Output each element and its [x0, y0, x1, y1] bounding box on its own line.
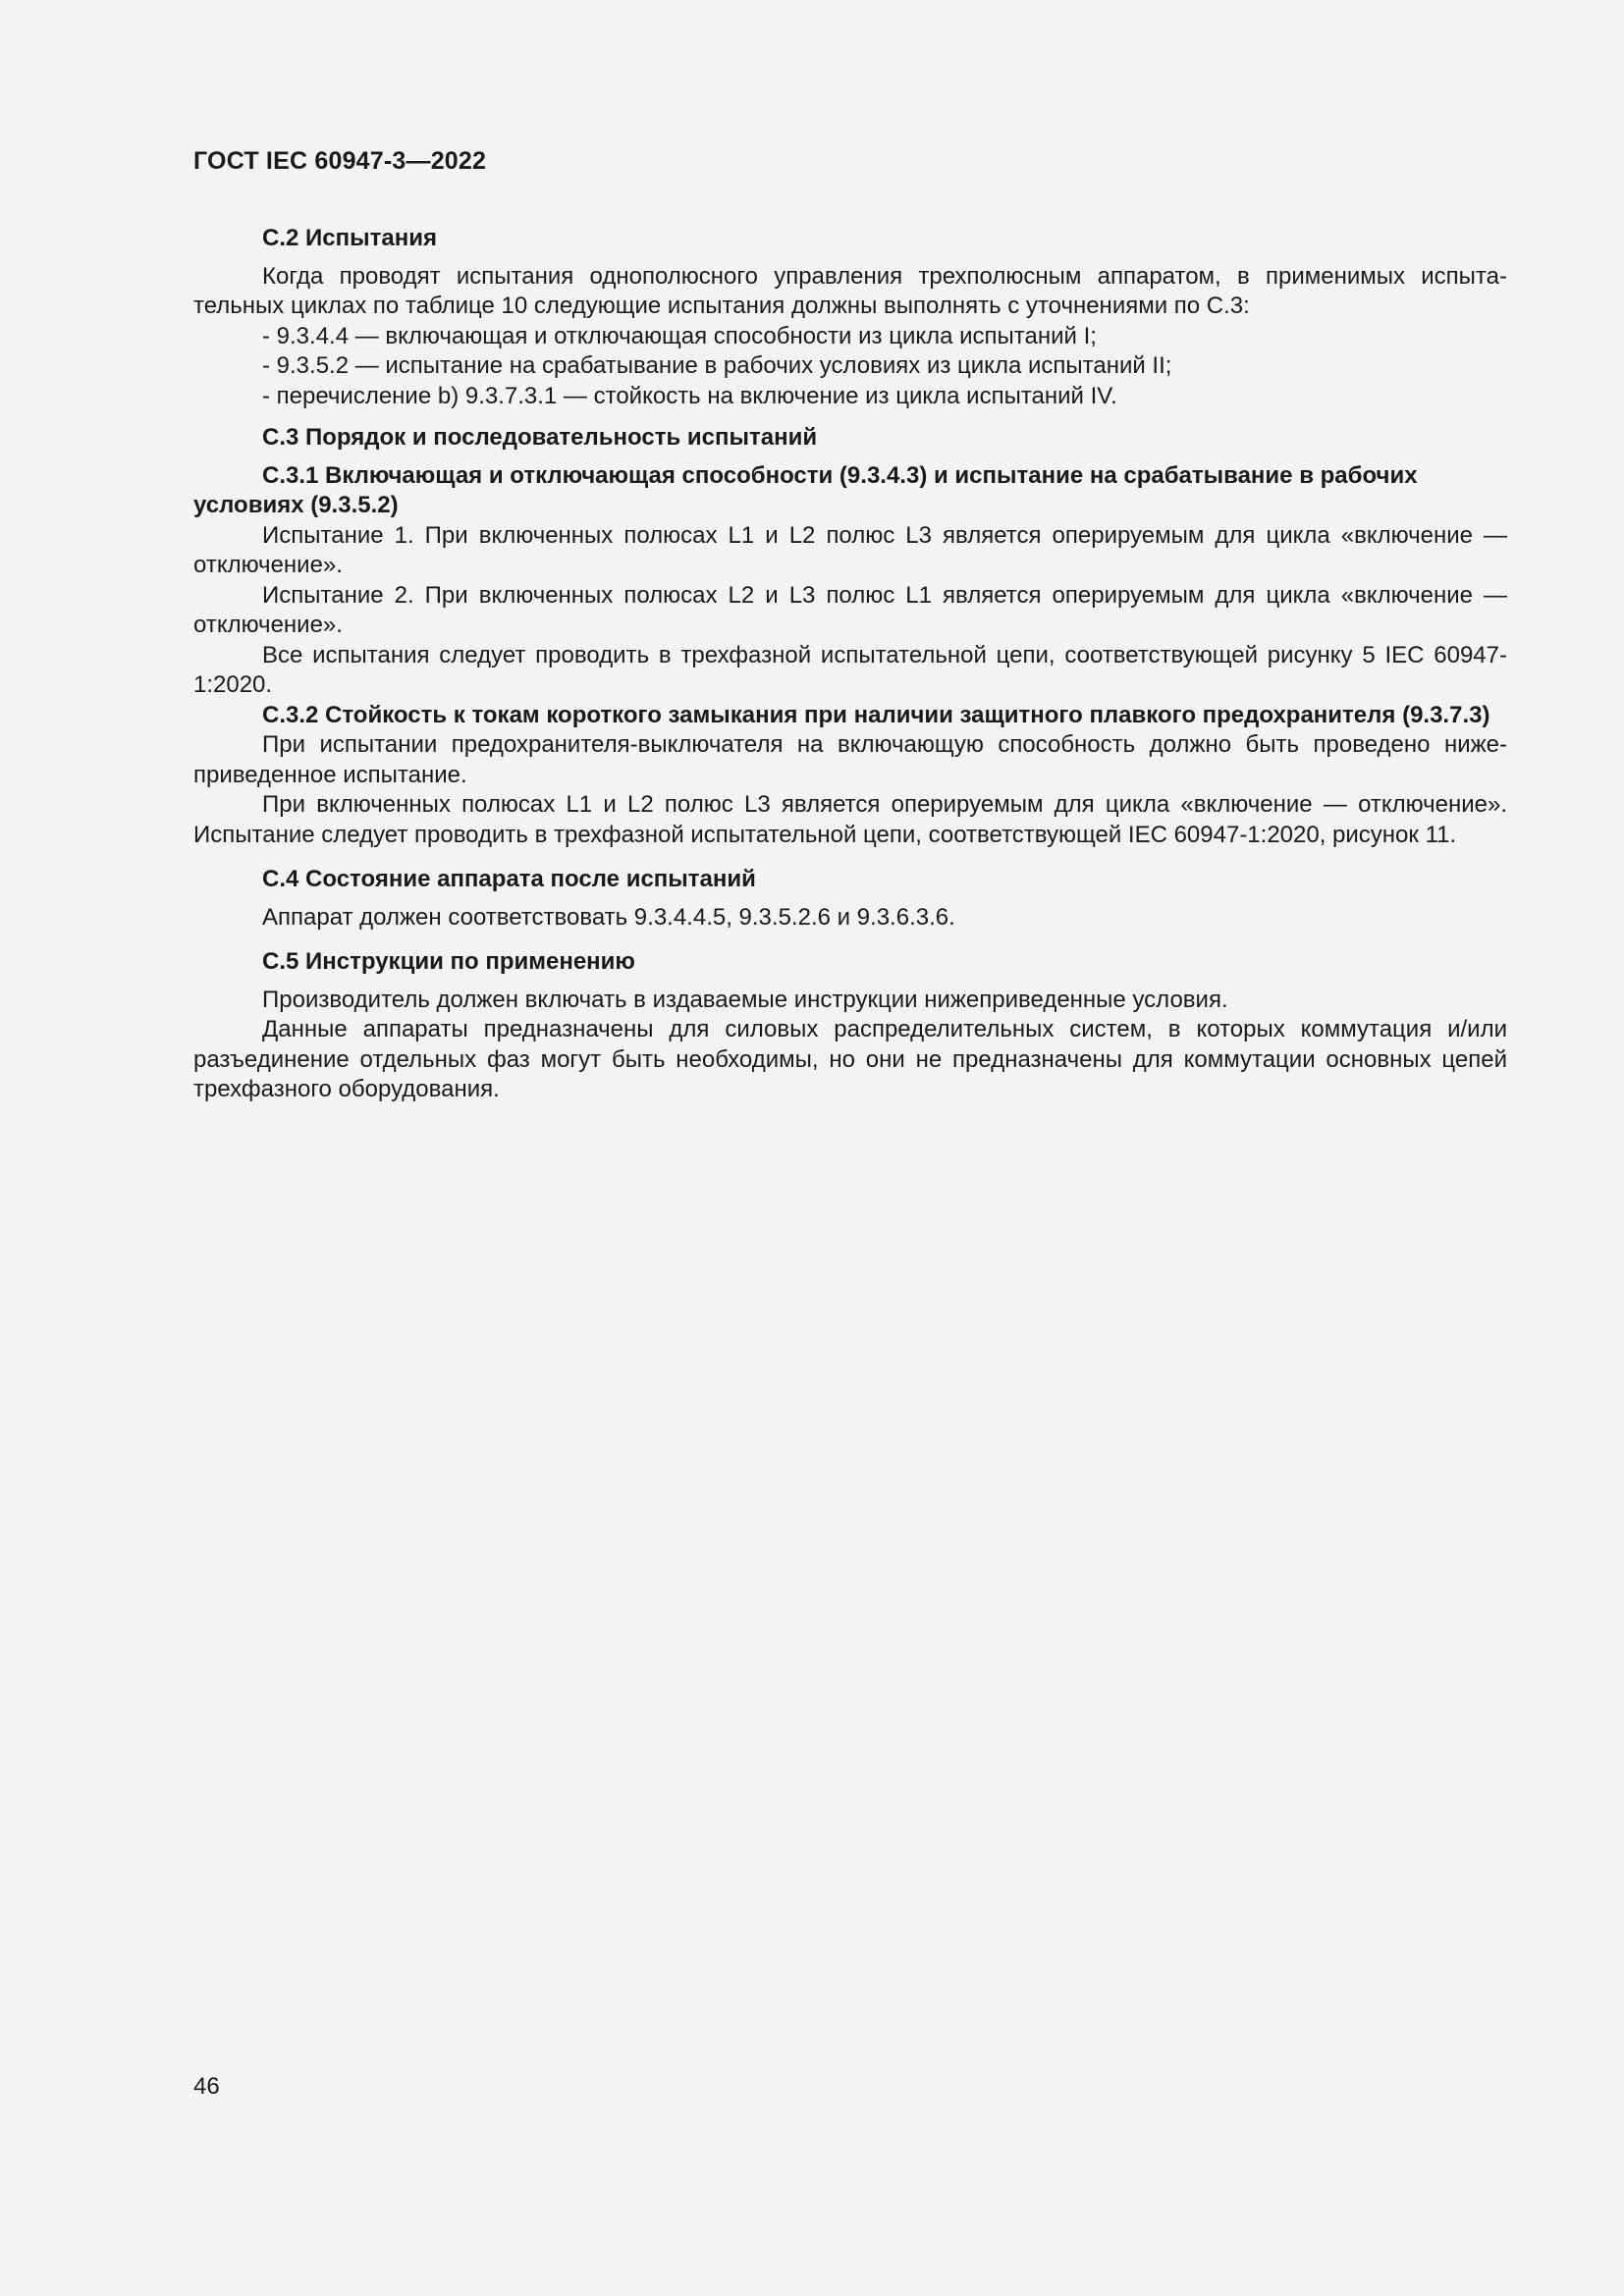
- paragraph-c32-1: При испытании предохранителя-выключателя на включающую способность должно быть проведено ниже-приведенное испытание.: [193, 731, 1507, 788]
- paragraph-c31-3: Все испытания следует проводить в трехфазной испытательной цепи, соответствующей рисунку 5 IEC 60947-1:2020.: [193, 641, 1507, 698]
- paragraph-c2-intro: Когда проводят испытания однополюсного управления трехполюсным аппаратом, в применимых испыта-тельных циклах по таблице 10 следующие испытания должны выполнять с уточнениями по С.3:: [193, 262, 1507, 319]
- list-item-c2-1: - 9.3.4.4 — включающая и отключающая способности из цикла испытаний I;: [262, 322, 1097, 349]
- paragraph-c31-1: Испытание 1. При включенных полюсах L1 и L2 полюс L3 является оперируемым для цикла «включение — отключение».: [193, 521, 1507, 578]
- section-heading-c2: С.2 Испытания: [262, 225, 437, 251]
- document-header: ГОСТ IEC 60947-3—2022: [193, 147, 487, 175]
- paragraph-c5-2: Данные аппараты предназначены для силовых распределительных систем, в которых коммутация и/или разъединение отдельных фаз могут быть необходимы, но они не предназначены для коммутации основных цепей трехфазного оборудования.: [193, 1016, 1507, 1102]
- section-heading-c4: С.4 Состояние аппарата после испытаний: [262, 866, 756, 892]
- paragraph-c31-2: Испытание 2. При включенных полюсах L2 и L3 полюс L1 является оперируемым для цикла «включение — отключение».: [193, 581, 1507, 638]
- section-heading-c5: С.5 Инструкции по применению: [262, 948, 635, 975]
- list-item-c2-2: - 9.3.5.2 — испытание на срабатывание в рабочих условиях из цикла испытаний II;: [262, 352, 1172, 379]
- section-heading-c3: С.3 Порядок и последовательность испытаний: [262, 424, 818, 451]
- section-heading-c32: С.3.2 Стойкость к токам короткого замыкания при наличии защитного плавкого предохранителя (9.3.7.3): [262, 701, 1490, 728]
- paragraph-c32-2: При включенных полюсах L1 и L2 полюс L3 является оперируемым для цикла «включение — отключение». Испытание следует проводить в трехфазной испытательной цепи, соответствующей IEC 60947-1:2020, рисунок 11.: [193, 791, 1507, 848]
- page-number: 46: [193, 2073, 220, 2100]
- list-item-c2-3: - перечисление b) 9.3.7.3.1 — стойкость на включение из цикла испытаний IV.: [262, 382, 1117, 409]
- document-body: [193, 224, 1507, 1105]
- paragraph-c4-1: Аппарат должен соответствовать 9.3.4.4.5, 9.3.5.2.6 и 9.3.6.3.6.: [262, 903, 955, 931]
- section-heading-c31: С.3.1 Включающая и отключающая способности (9.3.4.3) и испытание на срабатывание в рабочих условиях (9.3.5.2): [193, 461, 1418, 518]
- paragraph-c5-1: Производитель должен включать в издаваемые инструкции нижеприведенные условия.: [262, 986, 1228, 1013]
